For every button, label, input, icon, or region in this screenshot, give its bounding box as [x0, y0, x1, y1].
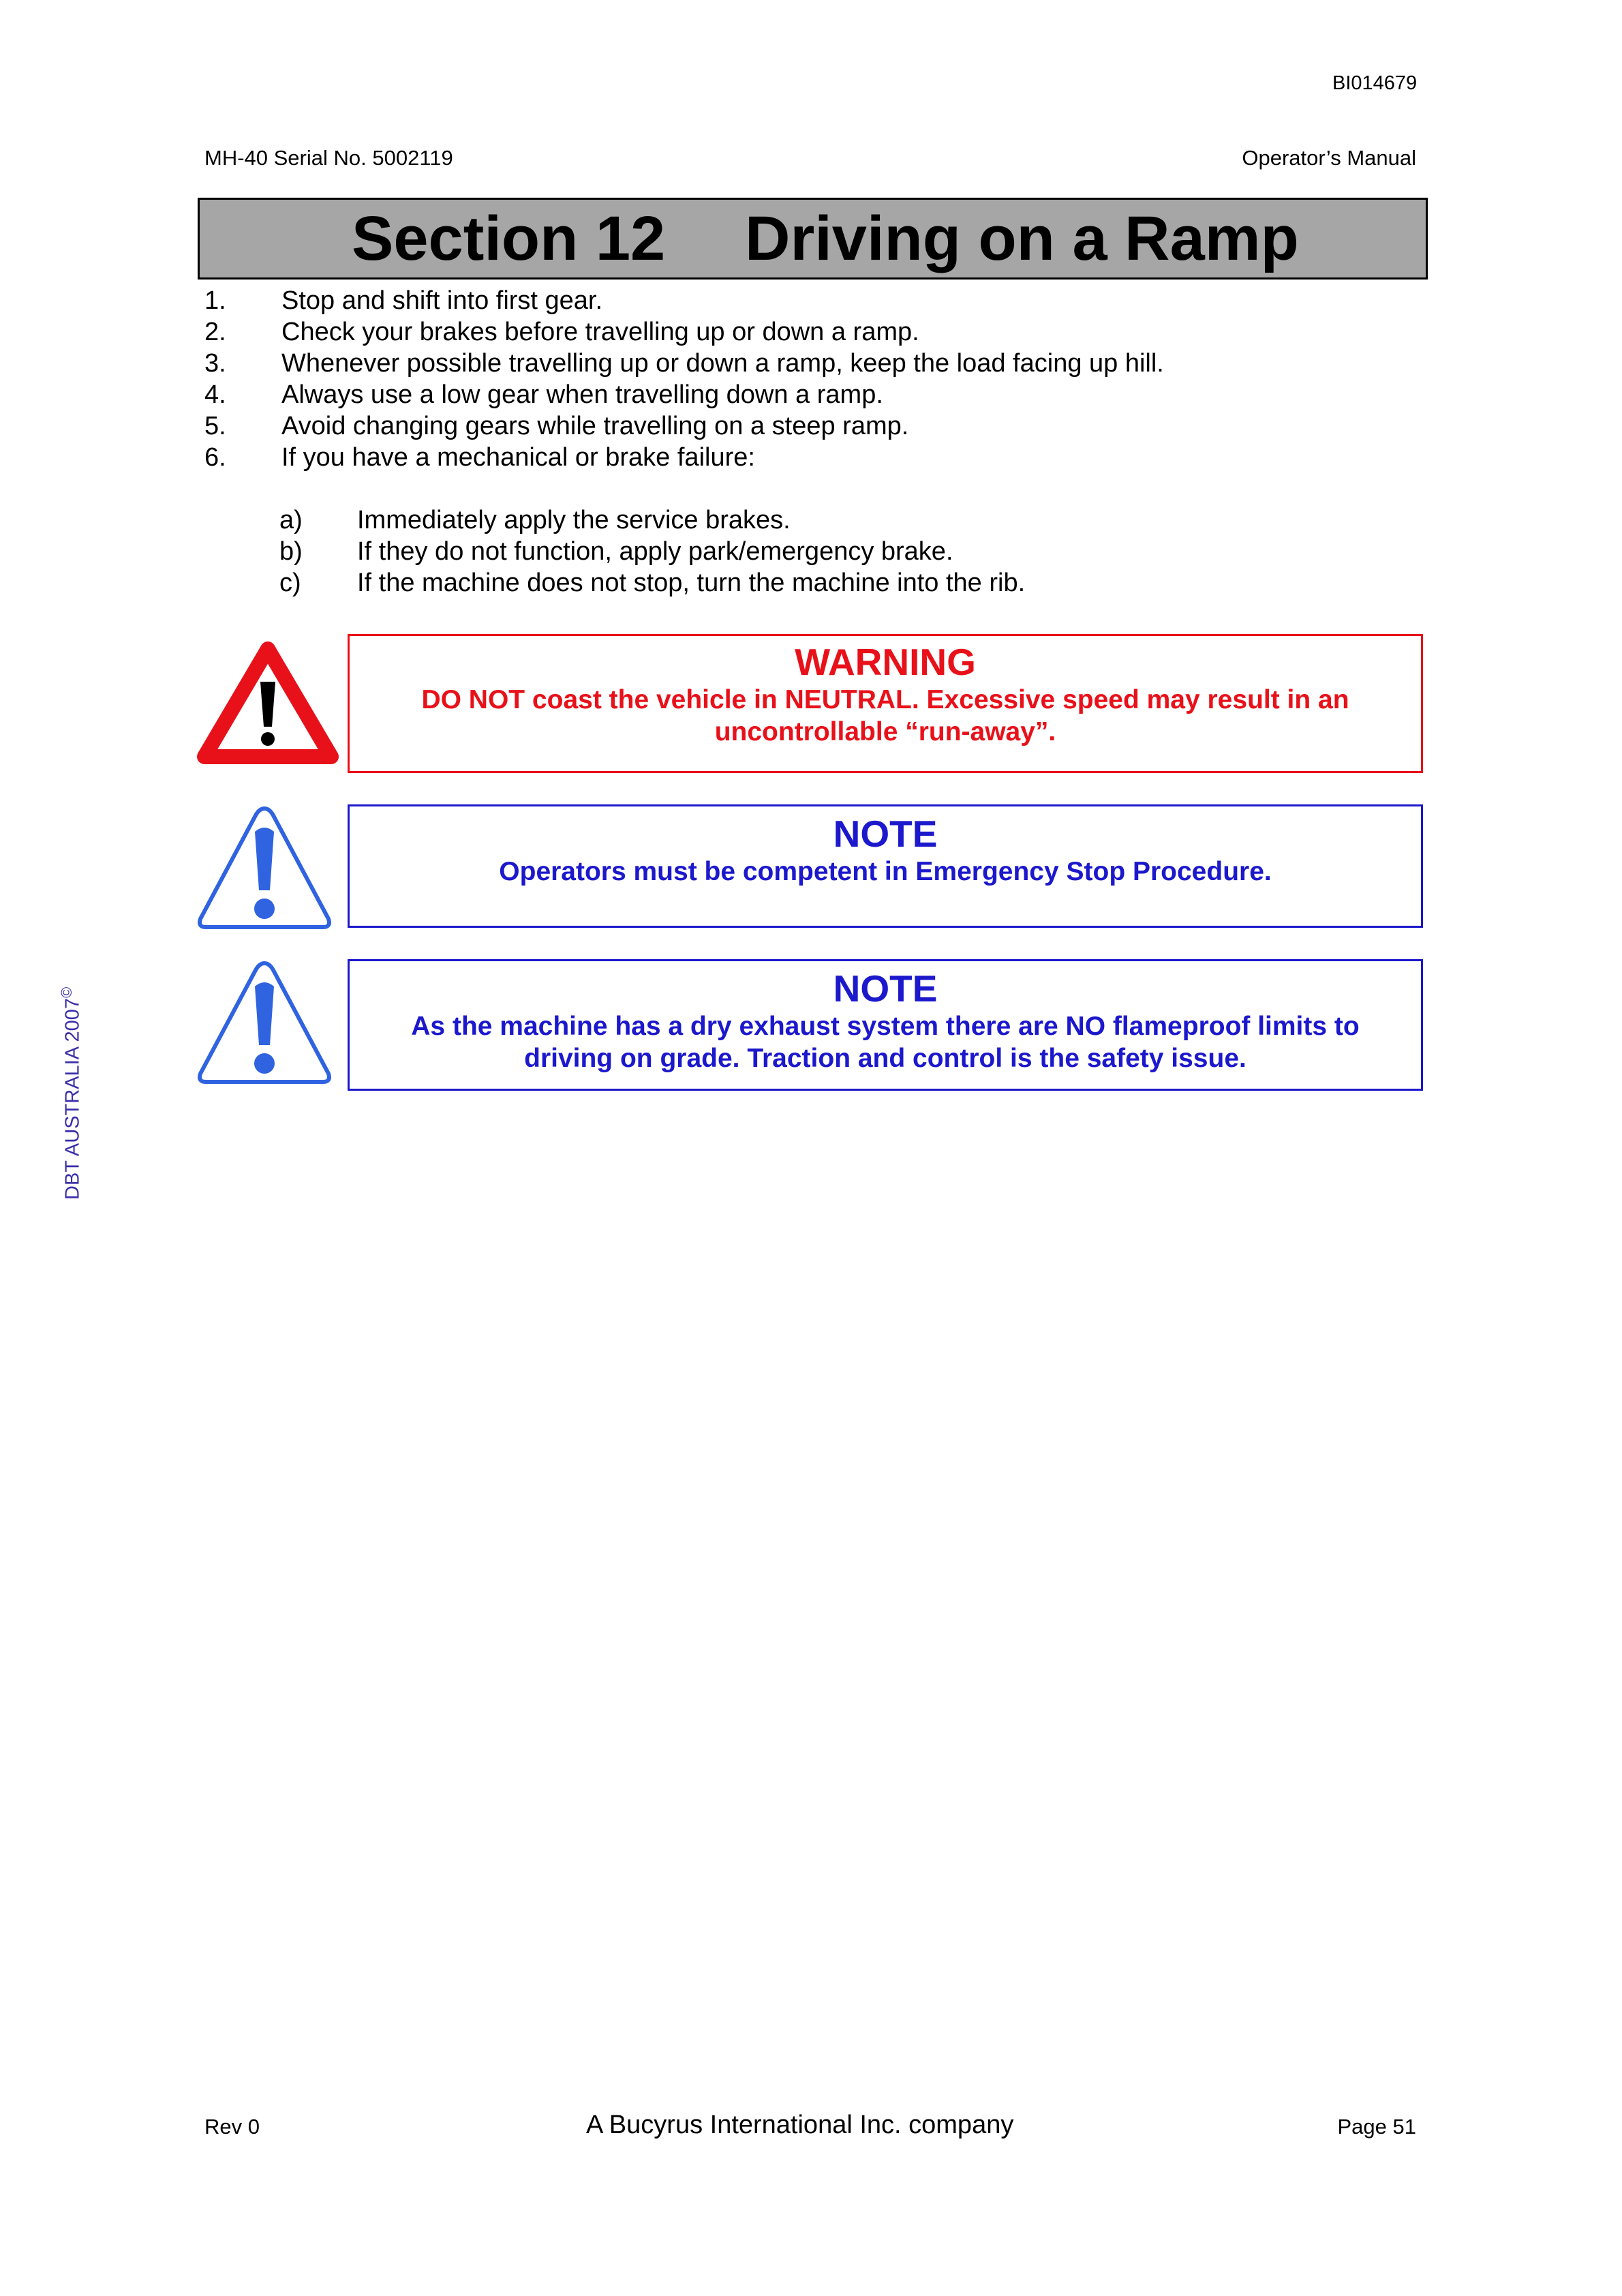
note-box-emergency-stop	[348, 804, 1423, 928]
warning-text-line-2: uncontrollable “run-away”.	[714, 717, 1056, 746]
note-text-line-1: Operators must be competent in Emergency Stop Procedure.	[499, 857, 1272, 886]
list-item-text: If they do not function, apply park/emergency brake.	[357, 537, 953, 566]
list-item-text: If you have a mechanical or brake failure:	[281, 443, 755, 472]
header-serial: MH-40 Serial No. 5002119	[204, 146, 453, 170]
copyright-symbol: ©	[58, 986, 75, 998]
list-item-text: If the machine does not stop, turn the machine into the rib.	[357, 569, 1026, 597]
list-item-number: 2.	[204, 318, 226, 346]
footer-page-number: Page 51	[1337, 2115, 1416, 2139]
warning-text-line-1: DO NOT coast the vehicle in NEUTRAL. Excessive speed may result in an	[421, 685, 1349, 714]
caution-triangle-icon	[195, 803, 334, 933]
footer-revision: Rev 0	[204, 2115, 260, 2139]
list-item-letter: a)	[279, 506, 303, 534]
section-title-bar	[198, 198, 1428, 280]
list-item-letter: c)	[279, 569, 301, 597]
list-item-number: 6.	[204, 443, 226, 472]
section-number: Section 12	[352, 204, 666, 273]
note-heading: NOTE	[833, 813, 938, 855]
document-id: BI014679	[1332, 72, 1418, 94]
note-text-line-2: driving on grade. Traction and control is the safety issue.	[524, 1044, 1246, 1073]
list-item-text: Always use a low gear when travelling down a ramp.	[281, 380, 883, 409]
warning-box	[348, 634, 1423, 773]
copyright-text: DBT AUSTRALIA 2007	[61, 997, 84, 1200]
list-item-number: 4.	[204, 380, 226, 409]
list-item-number: 3.	[204, 349, 226, 378]
list-item-text: Immediately apply the service brakes.	[357, 506, 791, 534]
footer-company: A Bucyrus International Inc. company	[586, 2111, 1014, 2139]
section-title: Driving on a Ramp	[745, 204, 1299, 273]
header-manual-name: Operator’s Manual	[1242, 146, 1416, 170]
note-text-line-1: As the machine has a dry exhaust system there are NO flameproof limits to	[411, 1012, 1360, 1041]
list-item-text: Avoid changing gears while travelling on a steep ramp.	[281, 412, 909, 440]
list-item-text: Whenever possible travelling up or down a ramp, keep the load facing up hill.	[281, 349, 1164, 378]
note-box-dry-exhaust	[348, 959, 1423, 1091]
list-item-letter: b)	[279, 537, 303, 566]
list-item-number: 1.	[204, 286, 226, 315]
list-item-text: Stop and shift into first gear.	[281, 286, 603, 315]
warning-triangle-icon	[195, 639, 341, 766]
copyright-notice	[58, 987, 85, 1200]
warning-heading: WARNING	[795, 641, 976, 683]
list-item-text: Check your brakes before travelling up or down a ramp.	[281, 318, 919, 346]
note-heading: NOTE	[833, 967, 938, 1010]
list-item-number: 5.	[204, 412, 226, 440]
caution-triangle-icon	[195, 958, 334, 1087]
